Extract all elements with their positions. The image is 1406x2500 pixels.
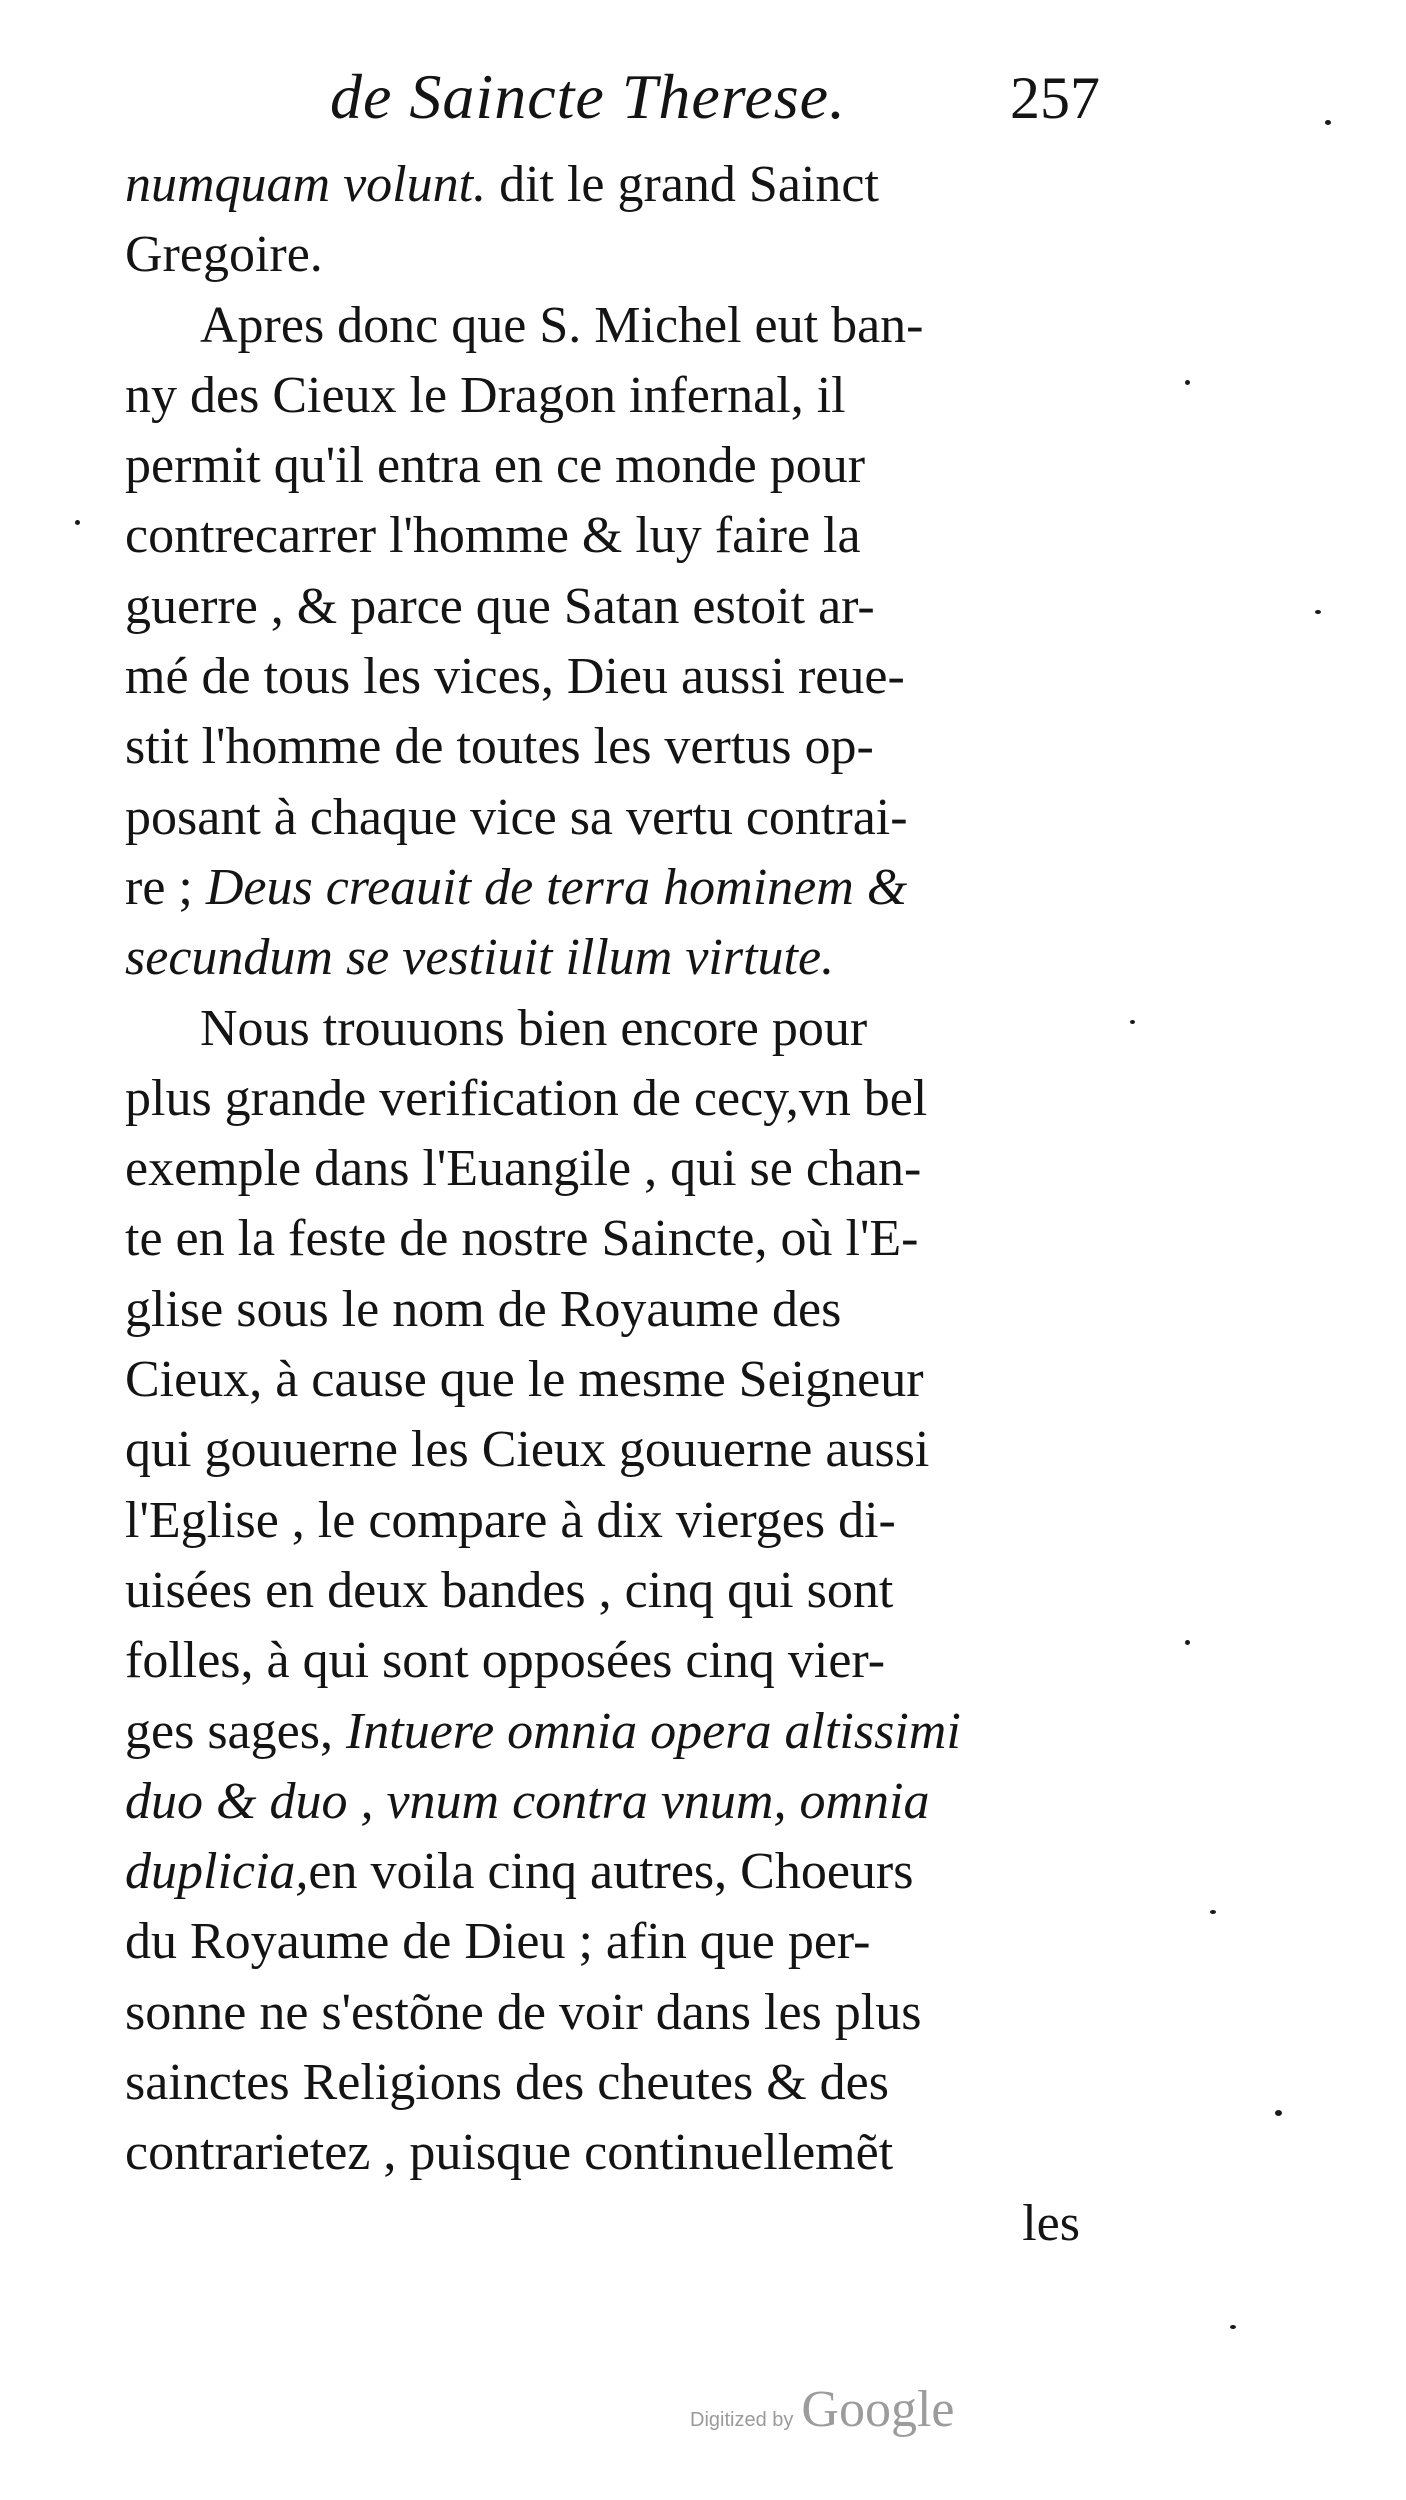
text-line: [125, 1275, 1080, 1345]
text-segment: plus grande verification de cecy,vn bel: [125, 1069, 928, 1127]
scan-speck: [1230, 2325, 1236, 2329]
text-line: [125, 1415, 1080, 1485]
scan-speck: [75, 520, 80, 525]
text-line: [125, 361, 1080, 431]
latin-quotation: duplicia,: [125, 1843, 309, 1901]
text-segment: du Royaume de Dieu ; afin que per-: [125, 1913, 871, 1971]
text-segment: mé de tous les vices, Dieu aussi reue-: [125, 648, 905, 706]
text-line: [125, 1907, 1080, 1977]
text-segment: folles, à qui sont opposées cinq vier-: [125, 1632, 886, 1690]
text-line: [125, 1134, 1080, 1204]
text-line: [125, 1978, 1080, 2048]
text-line: [125, 220, 1080, 290]
text-line: [125, 501, 1080, 571]
page-header: [330, 60, 1100, 150]
text-line: [125, 1626, 1080, 1696]
text-line: [125, 2048, 1080, 2118]
text-segment: qui gouuerne les Cieux gouuerne aussi: [125, 1421, 930, 1479]
latin-quotation: numquam volunt.: [125, 156, 487, 213]
text-segment: ny des Cieux le Dragon infernal, il: [125, 366, 846, 424]
text-segment: contrecarrer l'homme & luy faire la: [125, 507, 861, 565]
text-segment: Cieux, à cause que le mesme Seigneur: [125, 1351, 924, 1409]
page-number: 257: [1010, 65, 1100, 131]
text-segment: les: [1022, 2194, 1080, 2252]
text-line: [125, 431, 1080, 501]
latin-quotation: secundum se vestiuit illum virtute.: [125, 929, 835, 987]
text-segment: permit qu'il entra en ce monde pour: [125, 437, 866, 495]
latin-quotation: Deus creauit de terra hominem &: [205, 858, 908, 916]
text-segment: te en la feste de nostre Saincte, où l'E-: [125, 1210, 919, 1268]
text-line: [125, 783, 1080, 853]
text-segment: glise sous le nom de Royaume des: [125, 1280, 842, 1338]
text-line: [125, 1486, 1080, 1556]
scan-speck: [1210, 1910, 1216, 1914]
latin-quotation: Intuere omnia opera altissimi: [345, 1702, 961, 1760]
catchword: [125, 2189, 1080, 2259]
text-segment: Apres donc que S. Michel eut ban-: [200, 296, 924, 354]
text-line: [125, 1064, 1080, 1134]
text-line: [125, 994, 1080, 1064]
text-segment: Nous trouuons bien encore pour: [200, 999, 868, 1057]
text-line: [125, 853, 1080, 923]
text-line: [125, 1837, 1080, 1907]
text-segment: posant à chaque vice sa vertu contrai-: [125, 788, 908, 846]
text-line: [125, 1697, 1080, 1767]
text-segment: exemple dans l'Euangile , qui se chan-: [125, 1140, 922, 1198]
text-segment: Gregoire.: [125, 226, 323, 284]
text-line: [125, 291, 1080, 361]
scan-speck: [1315, 610, 1321, 614]
text-segment: sainctes Religions des cheutes & des: [125, 2054, 889, 2112]
body-text: [125, 150, 1080, 2259]
text-line: [125, 572, 1080, 642]
google-logo: Google: [801, 2381, 955, 2438]
text-segment: l'Eglise , le compare à dix vierges di-: [125, 1491, 896, 1549]
scan-speck: [1130, 1020, 1135, 1024]
text-line: [125, 2118, 1080, 2188]
scan-speck: [1185, 1640, 1190, 1645]
text-segment: uisées en deux bandes , cinq qui sont: [125, 1561, 894, 1619]
text-line: [125, 1345, 1080, 1415]
text-segment: en voila cinq autres, Choeurs: [308, 1843, 914, 1901]
text-line: [125, 642, 1080, 712]
running-title: de Saincte Therese.: [330, 61, 847, 132]
text-line: [125, 923, 1080, 993]
text-segment: contrarietez , puisque continuellemẽt: [125, 2124, 894, 2182]
text-line: [125, 1204, 1080, 1274]
text-segment: stit l'homme de toutes les vertus op-: [125, 718, 874, 776]
text-segment: ges sages,: [125, 1702, 346, 1760]
text-segment: sonne ne s'estõne de voir dans les plus: [125, 1983, 922, 2041]
latin-quotation: duo & duo , vnum contra vnum, omnia: [125, 1772, 930, 1830]
scan-speck: [1275, 2110, 1282, 2116]
scan-speck: [1325, 120, 1331, 125]
text-segment: re ;: [125, 858, 206, 916]
text-segment: dit le grand Sainct: [486, 156, 879, 213]
text-line: [125, 1767, 1080, 1837]
digitized-by-label: Digitized by: [690, 2409, 794, 2431]
text-segment: guerre , & parce que Satan estoit ar-: [125, 577, 875, 635]
scan-speck: [1185, 380, 1190, 385]
text-line: [125, 1556, 1080, 1626]
text-line: [125, 712, 1080, 782]
digitization-watermark: [690, 2380, 954, 2440]
text-line: [125, 150, 1080, 220]
